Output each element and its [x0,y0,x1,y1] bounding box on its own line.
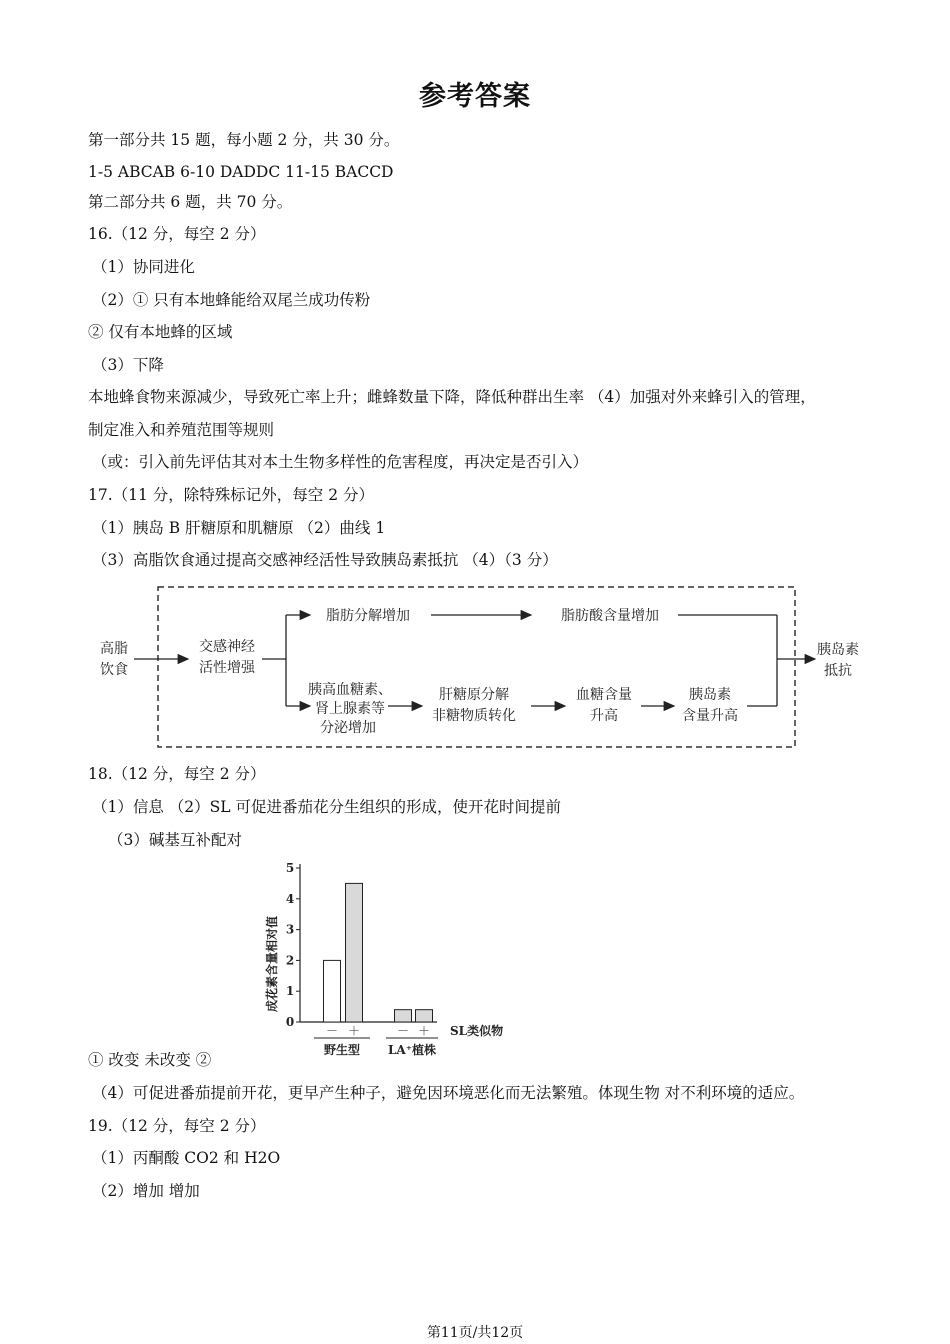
page-title: 参考答案 [419,81,531,112]
chart-x-axis-label: SL类似物 [450,1024,504,1038]
group-label: 野生型 [323,1043,361,1057]
group-label: LA⁺植株 [387,1043,437,1057]
florigen-bar-chart [262,856,522,1061]
insulin-label-1: 胰岛素 [689,687,731,703]
q16-answer-4-alt: （或：引入前先评估其对本土生物多样性的危害程度，再决定是否引入） [92,453,589,471]
glycogen-label-2: 非糖物质转化 [432,708,516,724]
hormone-label-2: 肾上腺素等 [315,701,385,717]
output-label-2: 抵抗 [824,663,852,679]
y-tick-label: 2 [285,953,295,968]
y-tick-label: 4 [285,891,295,906]
section-two-info: 第二部分共 6 题，共 70 分。 [88,193,293,211]
bar-chart-svg [262,856,522,1061]
hormone-label-1: 胰高血糖素、 [308,682,392,698]
q16-answer-3: （3）下降 [92,356,164,374]
q16-answer-2b: ② 仅有本地蜂的区域 [88,323,233,341]
input-label-2: 饮食 [100,662,128,678]
fat-breakdown-label: 脂肪分解增加 [326,608,410,624]
bar-treatment-label: ＋ [347,1024,361,1038]
hormone-label-3: 分泌增加 [320,720,376,736]
q19-answer-1: （1）丙酮酸 CO2 和 H2O [92,1149,281,1167]
y-tick-label: 5 [285,861,295,875]
y-tick-label: 3 [285,922,295,937]
y-tick-label: 1 [285,984,295,999]
glycogen-label-1: 肝糖原分解 [439,687,509,703]
sympathetic-label-1: 交感神经 [199,639,255,655]
bar-treatment-label: － [396,1024,410,1038]
bar-treatment-label: ＋ [417,1024,431,1038]
chart-bar [416,1010,433,1022]
chart-bar [324,960,341,1022]
q19-answer-2: （2）增加 增加 [92,1182,200,1200]
chart-bar [395,1010,412,1022]
output-label-1: 胰岛素 [817,642,859,658]
q17-header: 17.（11 分，除特殊标记外，每空 2 分） [88,486,375,504]
section-one-info: 第一部分共 15 题，每小题 2 分，共 30 分。 [88,131,400,149]
fatty-acid-label: 脂肪酸含量增加 [561,608,659,624]
q18-answer-4: （4）可促进番茄提前开花，更早产生种子，避免因环境恶化而无法繁殖。体现生物 对不利环境的适应。 [92,1084,805,1102]
glucose-label-2: 升高 [590,708,618,724]
q19-header: 19.（12 分，每空 2 分） [88,1117,266,1135]
q18-answer-3: （3）碱基互补配对 [108,831,242,849]
chart-bar [346,883,363,1022]
insulin-label-2: 含量升高 [682,708,738,724]
q17-answer-3-4: （3）高脂饮食通过提高交感神经活性导致胰岛素抵抗 （4）（3 分） [92,551,558,569]
q18-answer-1-2: （1）信息 （2）SL 可促进番茄花分生组织的形成，使开花时间提前 [92,798,561,816]
page-footer: 第11页/共12页 [426,1325,524,1341]
q16-answer-1: （1）协同进化 [92,258,195,276]
flow-diagram-svg [88,585,878,755]
q16-header: 16.（12 分，每空 2 分） [88,225,266,243]
input-label-1: 高脂 [100,641,128,657]
q18-answer-mutation: ① 改变 未改变 ② [88,1051,212,1069]
insulin-resistance-flow-diagram [88,585,878,755]
y-tick-label: 0 [285,1015,295,1029]
q18-header: 18.（12 分，每空 2 分） [88,765,266,783]
choice-answers: 1-5 ABCAB 6-10 DADDC 11-15 BACCD [88,163,394,181]
q16-answer-2a: （2）① 只有本地蜂能给双尾兰成功传粉 [92,291,371,309]
q16-answer-4-cont: 制定准入和养殖范围等规则 [88,421,275,439]
chart-y-axis-label: 成花素含量相对值 [265,915,279,1013]
bar-treatment-label: － [325,1024,339,1038]
q16-answer-3-explain: 本地蜂食物来源减少，导致死亡率上升；雌蜂数量下降，降低种群出生率 （4）加强对外来蜂引入的管理， [88,388,816,406]
sympathetic-label-2: 活性增强 [199,660,255,676]
glucose-label-1: 血糖含量 [576,687,632,703]
q17-answer-1-2: （1）胰岛 B 肝糖原和肌糖原 （2）曲线 1 [92,519,386,537]
